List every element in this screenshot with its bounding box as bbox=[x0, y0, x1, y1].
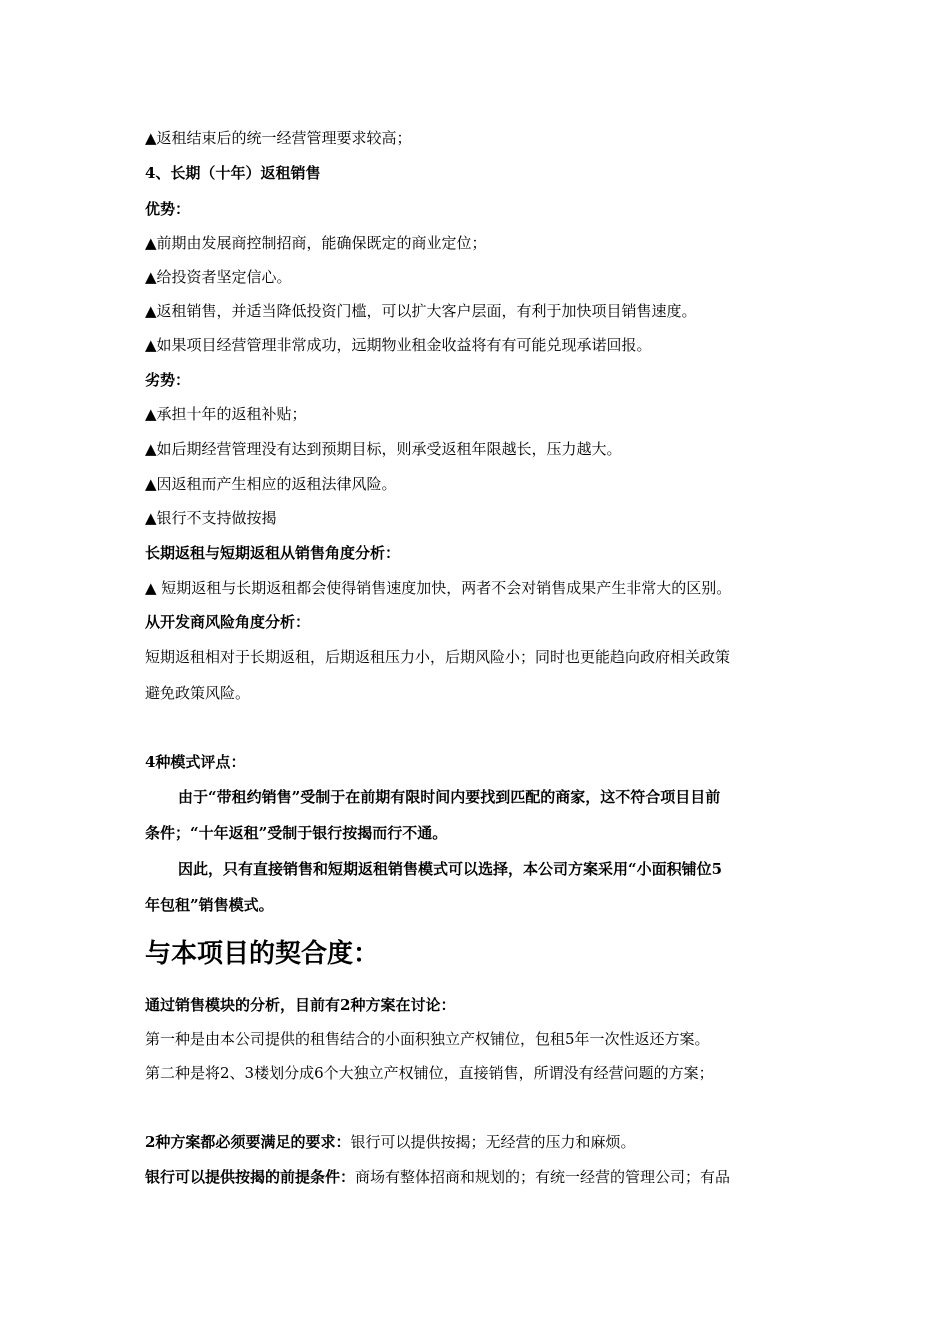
requirement-label: 2种方案都必须要满足的要求： bbox=[145, 1133, 351, 1151]
bullet-item: ▲前期由发展商控制招商，能确保既定的商业定位； bbox=[145, 234, 487, 252]
bullet-item: ▲如果项目经营管理非常成功，远期物业租金收益将有有可能兑现承诺回报。 bbox=[145, 336, 652, 354]
bullet-item: ▲承担十年的返租补贴； bbox=[145, 405, 307, 423]
text-line: ▲返租结束后的统一经营管理要求较高； bbox=[145, 129, 412, 147]
section-heading: 4、长期（十年）返租销售 bbox=[145, 164, 321, 182]
subheading-mode-review: 4种模式评点： bbox=[145, 753, 246, 771]
subheading-risk-analysis: 从开发商风险角度分析： bbox=[145, 613, 311, 631]
precondition-label: 银行可以提供按揭的前提条件： bbox=[145, 1168, 356, 1186]
text-line: 避免政策风险。 bbox=[145, 684, 251, 702]
precondition-text: 商场有整体招商和规划的；有统一经营的管理公司；有品 bbox=[355, 1168, 731, 1186]
paragraph-line: 因此，只有直接销售和短期返租销售模式可以选择，本公司方案采用“小面积铺位5 bbox=[178, 860, 723, 878]
bullet-item: ▲银行不支持做按揭 bbox=[145, 509, 277, 527]
bullet-item: ▲如后期经营管理没有达到预期目标，则承受返租年限越长，压力越大。 bbox=[145, 440, 622, 458]
paragraph-line: 条件；“十年返租”受制于银行按揭而行不通。 bbox=[145, 824, 448, 842]
text-line: 第一种是由本公司提供的租售结合的小面积独立产权铺位，包租5年一次性返还方案。 bbox=[145, 1030, 710, 1048]
bullet-item: ▲给投资者坚定信心。 bbox=[145, 268, 292, 286]
bullet-item: ▲返租销售，并适当降低投资门槛，可以扩大客户层面，有利于加快项目销售速度。 bbox=[145, 302, 697, 320]
subheading-advantages: 优势： bbox=[145, 200, 191, 218]
requirement-line bbox=[145, 1132, 808, 1152]
requirement-text: 银行可以提供按揭；无经营的压力和麻烦。 bbox=[350, 1133, 636, 1151]
text-line: 短期返租相对于长期返租，后期返租压力小，后期风险小；同时也更能趋向政府相关政策 bbox=[145, 648, 731, 666]
text-line: 第二种是将2、3楼划分成6个大独立产权铺位，直接销售，所谓没有经营问题的方案； bbox=[145, 1064, 714, 1082]
bullet-item: ▲ 短期返租与长期返租都会使得销售速度加快，两者不会对销售成果产生非常大的区别。 bbox=[145, 579, 732, 597]
page-heading: 与本项目的契合度： bbox=[145, 939, 380, 969]
precondition-line bbox=[145, 1167, 808, 1187]
subheading-schemes: 通过销售模块的分析，目前有2种方案在讨论： bbox=[145, 996, 456, 1014]
bullet-item: ▲因返租而产生相应的返租法律风险。 bbox=[145, 475, 397, 493]
paragraph-line: 由于“带租约销售”受制于在前期有限时间内要找到匹配的商家，这不符合项目目前 bbox=[178, 788, 721, 806]
subheading-disadvantages: 劣势： bbox=[145, 371, 191, 389]
paragraph-line: 年包租”销售模式。 bbox=[145, 896, 274, 914]
subheading-sales-analysis: 长期返租与短期返租从销售角度分析： bbox=[145, 544, 401, 562]
